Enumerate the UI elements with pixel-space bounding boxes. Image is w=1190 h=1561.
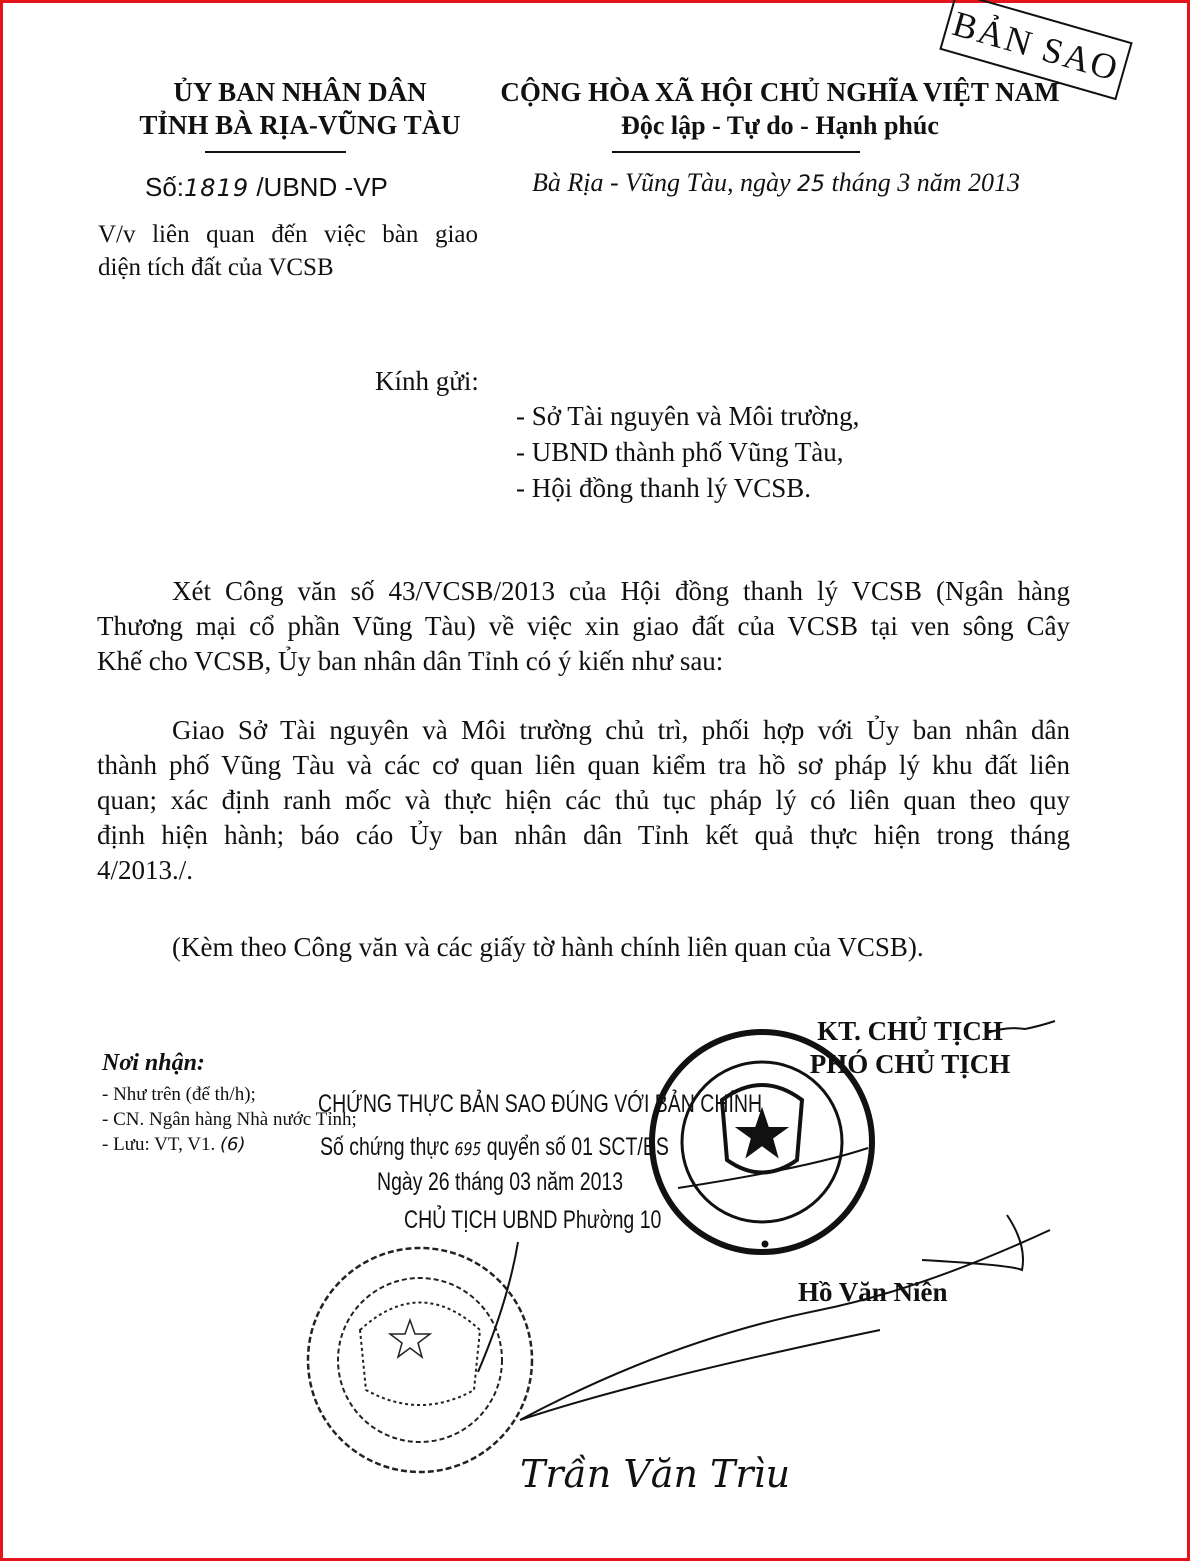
body-line: định hiện hành; báo cáo Ủy ban nhân dân Tỉnh kết quả thực hiện trong tháng bbox=[97, 820, 1070, 850]
certification-number-value: 695 bbox=[454, 1139, 482, 1160]
body-line: thành phố Vũng Tàu và các cơ quan liên quan kiểm tra hồ sơ pháp lý khu đất liên bbox=[97, 750, 1070, 780]
signature-title-line1: KT. CHỦ TỊCH bbox=[817, 1016, 1003, 1046]
national-motto-line1: CỘNG HÒA XÃ HỘI CHỦ NGHĨA VIỆT NAM bbox=[500, 77, 1060, 107]
subject-line-1: V/v liên quan đến việc bàn giao bbox=[98, 221, 478, 248]
signer-name: Hồ Văn Niên bbox=[798, 1277, 948, 1307]
addressee-label: Kính gửi: bbox=[375, 366, 479, 396]
certification-date: Ngày 26 tháng 03 năm 2013 bbox=[377, 1168, 624, 1196]
body-line: Khế cho VCSB, Ủy ban nhân dân Tỉnh có ý kiến như sau: bbox=[97, 646, 724, 676]
doc-number-value: 1819 bbox=[184, 174, 250, 202]
signature-title bbox=[740, 1015, 1080, 1081]
recipient-item: - Hội đồng thanh lý VCSB. bbox=[516, 473, 812, 503]
certification-heading: CHỨNG THỰC BẢN SAO ĐÚNG VỚI BẢN CHÍNH bbox=[318, 1090, 763, 1118]
distribution-item: - CN. Ngân hàng Nhà nước Tỉnh; bbox=[102, 1109, 357, 1130]
issuer-line1: ỦY BAN NHÂN DÂN bbox=[173, 77, 427, 107]
doc-number-prefix: Số: bbox=[145, 172, 185, 202]
body-line: Xét Công văn số 43/VCSB/2013 của Hội đồng thanh lý VCSB (Ngân hàng bbox=[172, 576, 1070, 606]
national-motto-line2: Độc lập - Tự do - Hạnh phúc bbox=[621, 111, 939, 140]
body-line: Giao Sở Tài nguyên và Môi trường chủ trì, phối hợp với Ủy ban nhân dân bbox=[172, 715, 1070, 745]
distribution-item: - Lưu: VT, V1. (6) bbox=[102, 1134, 246, 1155]
distribution-item: - Như trên (để th/h); bbox=[102, 1084, 256, 1105]
signature-title-line2: PHÓ CHỦ TỊCH bbox=[809, 1049, 1011, 1079]
issuer-header bbox=[100, 76, 500, 142]
certifier-name: Trần Văn Trìu bbox=[520, 1452, 791, 1496]
subject-line bbox=[98, 218, 478, 284]
national-header bbox=[480, 76, 1080, 142]
distribution-label: Nơi nhận: bbox=[102, 1050, 205, 1076]
recipient-item: - Sở Tài nguyên và Môi trường, bbox=[516, 401, 860, 431]
certification-number: Số chứng thực 695 quyển số 01 SCT/BS bbox=[320, 1133, 669, 1161]
handwritten-note: (6) bbox=[219, 1134, 246, 1155]
document-number bbox=[145, 172, 388, 203]
place-date-suffix: tháng 3 năm 2013 bbox=[825, 168, 1021, 197]
place-date-day: 25 bbox=[797, 172, 826, 197]
subject-line-2: diện tích đất của VCSB bbox=[98, 254, 334, 281]
doc-number-suffix: /UBND -VP bbox=[249, 172, 388, 202]
body-line: Thương mại cổ phần Vũng Tàu) về việc xin giao đất của VCSB tại ven sông Cây bbox=[97, 611, 1070, 641]
body-paragraph-2 bbox=[97, 713, 1070, 888]
body-line: quan; xác định ranh mốc và thực hiện các thủ tục pháp lý có liên quan theo quy bbox=[97, 785, 1070, 815]
place-date-prefix: Bà Rịa - Vũng Tàu, ngày bbox=[532, 168, 798, 197]
certification-authority: CHỦ TỊCH UBND Phường 10 bbox=[404, 1206, 662, 1234]
issuer-line2: TỈNH BÀ RỊA-VŨNG TÀU bbox=[139, 110, 461, 140]
copy-stamp: BẢN SAO bbox=[939, 0, 1132, 100]
attachment-note: (Kèm theo Công văn và các giấy tờ hành chính liên quan của VCSB). bbox=[172, 932, 924, 962]
body-line: 4/2013./. bbox=[97, 855, 194, 885]
ward-seal-icon bbox=[308, 1248, 532, 1472]
body-paragraph-1 bbox=[97, 574, 1070, 679]
recipients-list bbox=[516, 398, 859, 506]
place-date bbox=[532, 168, 1020, 198]
national-underline bbox=[612, 151, 860, 153]
issuer-underline bbox=[205, 151, 346, 153]
recipient-item: - UBND thành phố Vũng Tàu, bbox=[516, 437, 844, 467]
